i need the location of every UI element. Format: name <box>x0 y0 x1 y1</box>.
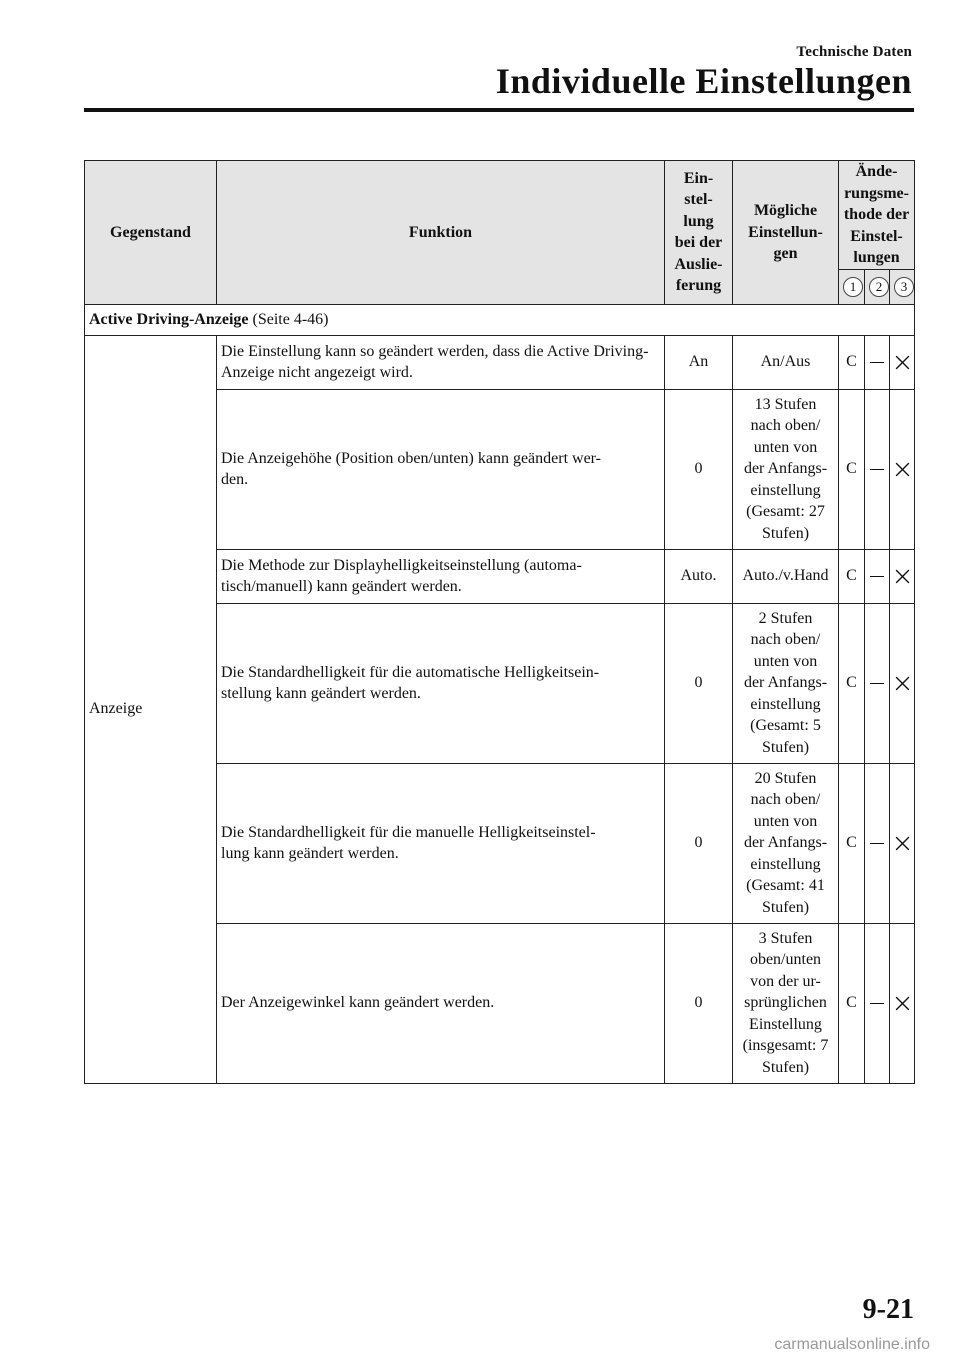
method-1-cell: C <box>839 335 865 389</box>
default-cell: 0 <box>665 389 733 549</box>
section-row <box>85 304 915 335</box>
default-cell: 0 <box>665 923 733 1083</box>
options-cell: Auto./v.Hand <box>733 549 839 603</box>
method-3-cell <box>890 389 915 549</box>
method-1-cell: C <box>839 603 865 763</box>
table-row <box>85 335 915 389</box>
method-1-header <box>839 269 865 304</box>
cross-icon <box>894 461 911 478</box>
funktion-cell: Die Standardhelligkeit für die automatische Helligkeitsein- stellung kann geändert werden. <box>217 603 665 763</box>
cross-icon <box>894 568 911 585</box>
col-header-moegliche-text: Mögliche Einstellun- gen <box>748 202 823 262</box>
dash-icon <box>870 576 884 578</box>
method-2-number: 2 <box>869 277 889 297</box>
dash-icon <box>870 843 884 845</box>
method-3-cell <box>890 763 915 923</box>
dash-icon <box>870 683 884 685</box>
method-2-cell <box>865 335 890 389</box>
options-cell: 2 Stufen nach oben/ unten von der Anfangs- einstellung (Gesamt: 5 Stufen) <box>733 603 839 763</box>
method-2-header <box>865 269 890 304</box>
funktion-cell: Der Anzeigewinkel kann geändert werden. <box>217 923 665 1083</box>
page-title: Individuelle Einstellungen <box>495 61 912 101</box>
section-title: Active Driving-Anzeige <box>89 310 249 328</box>
page-number: 9-21 <box>862 1294 914 1325</box>
method-1-cell: C <box>839 549 865 603</box>
method-2-cell <box>865 923 890 1083</box>
funktion-cell: Die Anzeigehöhe (Position oben/unten) kann geändert wer- den. <box>217 389 665 549</box>
col-header-funktion: Funktion <box>217 161 665 305</box>
method-2-cell <box>865 549 890 603</box>
method-3-cell <box>890 603 915 763</box>
method-3-number: 3 <box>894 277 914 297</box>
cross-icon <box>894 675 911 692</box>
section-page-ref: (Seite 4-46) <box>252 310 329 328</box>
method-3-cell <box>890 335 915 389</box>
watermark: carmanualsonline.info <box>774 1336 930 1353</box>
col-header-einstellung-text: Ein- stel- lung bei der Auslie- ferung <box>674 169 723 295</box>
dash-icon <box>870 469 884 471</box>
default-cell: Auto. <box>665 549 733 603</box>
default-cell: 0 <box>665 763 733 923</box>
gegenstand-cell: Anzeige <box>85 335 217 1083</box>
method-1-cell: C <box>839 389 865 549</box>
method-1-cell: C <box>839 923 865 1083</box>
cross-icon <box>894 995 911 1012</box>
options-cell: 3 Stufen oben/unten von der ur- sprünglichen Einstellung (insgesamt: 7 Stufen) <box>733 923 839 1083</box>
dash-icon <box>870 1003 884 1005</box>
options-cell: An/Aus <box>733 335 839 389</box>
funktion-cell: Die Einstellung kann so geändert werden, dass die Active Driving-Anzeige nicht angezeigt wird. <box>217 335 665 389</box>
section-cell <box>85 304 915 335</box>
col-header-aenderung <box>839 161 915 270</box>
default-cell: 0 <box>665 603 733 763</box>
method-3-cell <box>890 923 915 1083</box>
method-1-number: 1 <box>843 277 863 297</box>
funktion-cell: Die Standardhelligkeit für die manuelle Helligkeitseinstel- lung kann geändert werden. <box>217 763 665 923</box>
method-3-cell <box>890 549 915 603</box>
method-1-cell: C <box>839 763 865 923</box>
col-header-aenderung-text: Ände- rungsme- thode der Einstel- lungen <box>843 163 910 266</box>
method-2-cell <box>865 603 890 763</box>
method-3-header <box>890 269 915 304</box>
cross-icon <box>894 835 911 852</box>
method-2-cell <box>865 763 890 923</box>
dash-icon <box>870 362 884 364</box>
options-cell: 20 Stufen nach oben/ unten von der Anfangs- einstellung (Gesamt: 41 Stufen) <box>733 763 839 923</box>
section-label: Technische Daten <box>796 44 912 60</box>
col-header-einstellung <box>665 161 733 305</box>
col-header-moegliche <box>733 161 839 305</box>
funktion-cell: Die Methode zur Displayhelligkeitseinstellung (automa- tisch/manuell) kann geändert werden. <box>217 549 665 603</box>
col-header-gegenstand: Gegenstand <box>85 161 217 305</box>
header-rule <box>84 108 914 112</box>
options-cell: 13 Stufen nach oben/ unten von der Anfangs- einstellung (Gesamt: 27 Stufen) <box>733 389 839 549</box>
method-2-cell <box>865 389 890 549</box>
cross-icon <box>894 354 911 371</box>
default-cell: An <box>665 335 733 389</box>
settings-table <box>84 160 915 1084</box>
